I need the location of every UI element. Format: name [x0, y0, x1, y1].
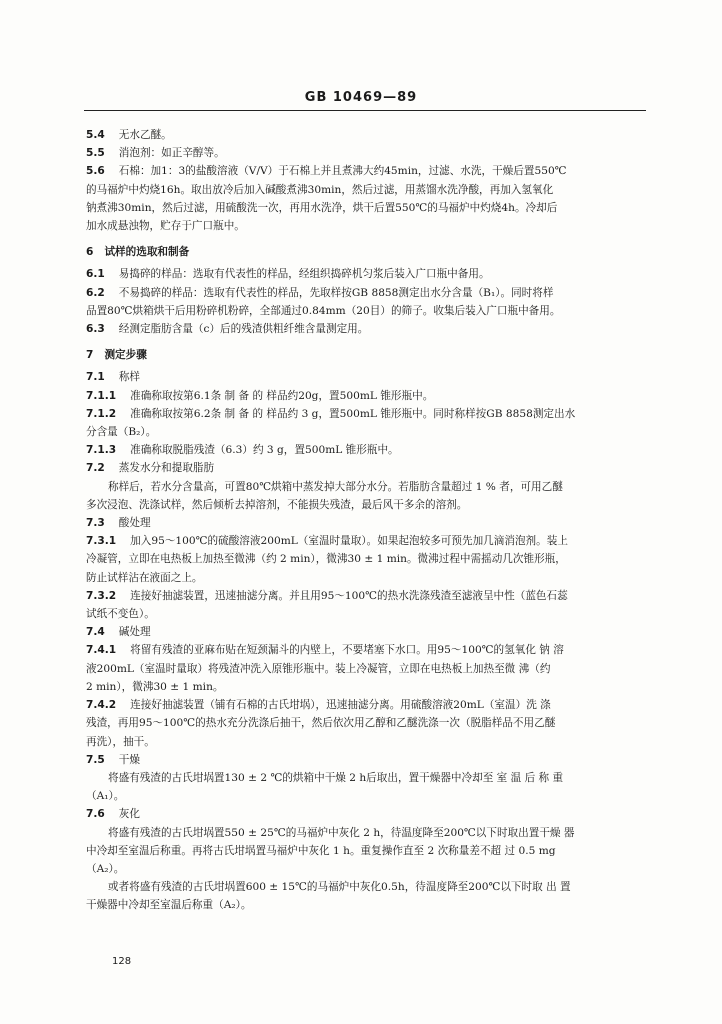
paragraph-line: [86, 320, 658, 338]
clause-text: 准确称取脱脂残渣（6.3）约 3 g，置500mL 锥形瓶中。: [130, 444, 399, 457]
clause-text: 或者将盛有残渣的古氏坩埚置600 ± 15℃的马福炉中灰化0.5h，待温度降至200℃以下时取 出 置: [108, 881, 571, 894]
paragraph-line: [86, 878, 658, 896]
clause-number: 7.4.2: [86, 699, 117, 712]
paragraph-line: [86, 550, 658, 568]
clause-number: 7.1: [86, 371, 105, 384]
paragraph-line: [86, 751, 658, 769]
clause-number: 7.1.2: [86, 407, 117, 420]
paragraph-line: [86, 678, 658, 696]
paragraph-line: [86, 144, 658, 162]
clause-text: 干燥器中冷却至室温后称重（A₂）。: [86, 899, 252, 912]
clause-text: 不易捣碎的样品：选取有代表性的样品，先取样按GB 8858测定出水分含量（B₁）。同时将样: [118, 286, 554, 299]
clause-text: 残渣，再用95～100℃的热水充分洗涤后抽干，然后依次用乙醇和乙醚洗涤一次（脱脂样品不用乙醚: [86, 717, 556, 730]
clause-number: 5.6: [86, 165, 105, 178]
clause-number: 5.5: [86, 147, 105, 160]
clause-text: 称样后，若水分含量高，可置80℃烘箱中蒸发掉大部分水分。若脂肪含量超过 1 % 者，可用乙醚: [108, 480, 563, 493]
clause-number: 7.1.1: [86, 389, 117, 402]
clause-text: 将留有残渣的亚麻布贴在短颈漏斗的内壁上，不要堵塞下水口。用95～100℃的氢氧化 钠 溶: [130, 644, 564, 657]
paragraph-line: [86, 199, 658, 217]
section-number: 6: [86, 246, 94, 259]
paragraph-line: [86, 387, 658, 405]
clause-text: 冷凝管，立即在电热板上加热至微沸（约 2 min），微沸30 ± 1 min。微沸过程中需摇动几次锥形瓶，: [86, 553, 566, 566]
clause-number: 7.5: [86, 753, 105, 766]
paragraph-line: [86, 860, 658, 878]
paragraph-line: [86, 405, 658, 423]
clause-text: （A₁）。: [86, 790, 125, 803]
paragraph-line: [86, 126, 658, 144]
section-6-items: [86, 265, 658, 338]
clause-text: （A₂）。: [86, 862, 125, 875]
paragraph-line: [86, 302, 658, 320]
paragraph-line: [86, 284, 658, 302]
clause-number: 7.3.2: [86, 589, 117, 602]
clause-number: 7.2: [86, 462, 105, 475]
clause-text: 石棉：加1：3的盐酸溶液（V/V）于石棉上并且煮沸大约45min，过滤、水洗，干燥后置550℃: [118, 165, 567, 178]
section-number: 7: [86, 349, 94, 362]
paragraph-line: [86, 769, 658, 787]
clause-number: 6.1: [86, 268, 105, 281]
clause-text: 液200mL（室温时量取）将残渣冲洗入原锥形瓶中。装上冷凝管，立即在电热板上加热至微 沸（约: [86, 662, 551, 675]
paragraph-line: [86, 696, 658, 714]
clause-text: 连接好抽滤装置（铺有石棉的古氏坩埚），迅速抽滤分离。用硫酸溶液20mL（室温）洗 涤: [130, 699, 551, 712]
section-title: 测定步骤: [104, 349, 147, 362]
clause-number: 7.3.1: [86, 535, 117, 548]
clause-text: 连接好抽滤装置，迅速抽滤分离。并且用95～100℃的热水洗涤残渣至滤液呈中性（蓝色石蕊: [130, 589, 568, 602]
section-5-items: [86, 126, 658, 235]
clause-number: 7.6: [86, 808, 105, 821]
clause-text: 酸处理: [118, 517, 151, 530]
clause-text: 试纸不变色）。: [86, 608, 155, 621]
clause-text: 钠煮沸30min，然后过滤，用硫酸洗一次，再用水洗净，烘干后置550℃的马福炉中灼烧4h。冷却后: [86, 201, 558, 214]
clause-text: 干燥: [118, 753, 140, 766]
section-title: 试样的选取和制备: [104, 246, 190, 259]
section-7-items: [86, 368, 658, 914]
paragraph-line: [86, 217, 658, 235]
section-7-heading: [86, 346, 658, 364]
page-number: 128: [112, 956, 132, 967]
clause-text: 的马福炉中灼烧16h。取出放冷后加入碱酸煮沸30min，然后过滤，用蒸馏水洗净酸，再加入氢氧化: [86, 183, 554, 196]
clause-number: 6.2: [86, 286, 105, 299]
paragraph-line: [86, 587, 658, 605]
paragraph-line: [86, 162, 658, 180]
clause-number: 7.1.3: [86, 444, 117, 457]
clause-text: 消泡剂：如正辛醇等。: [118, 147, 225, 160]
clause-text: 分含量（B₂）。: [86, 426, 157, 439]
clause-text: 品置80℃烘箱烘干后用粉碎机粉碎，全部通过0.84mm（20目）的筛子。收集后装入广口瓶中备用。: [86, 304, 561, 317]
clause-text: 灰化: [118, 808, 140, 821]
paragraph-line: [86, 660, 658, 678]
standard-number-header: GB 10469—89: [304, 90, 418, 105]
paragraph-line: [86, 423, 658, 441]
paragraph-line: [86, 787, 658, 805]
paragraph-line: [86, 733, 658, 751]
clause-number: 7.4: [86, 626, 105, 639]
paragraph-line: [86, 569, 658, 587]
clause-text: 易捣碎的样品：选取有代表性的样品，经组织捣碎机匀浆后装入广口瓶中备用。: [118, 268, 490, 281]
paragraph-line: [86, 532, 658, 550]
clause-text: 准确称取按第6.2条 制 备 的 样品约 3 g，置500mL 锥形瓶中。同时称样按GB 8858测定出水: [130, 407, 576, 420]
clause-number: 7.3: [86, 517, 105, 530]
clause-number: 5.4: [86, 129, 105, 141]
clause-text: 将盛有残渣的古氏坩埚置550 ± 25℃的马福炉中灰化 2 h，待温度降至200℃以下时取出置干燥 器: [108, 826, 575, 839]
clause-text: 防止试样沾在液面之上。: [86, 571, 203, 584]
clause-text: 2 min），微沸30 ± 1 min。: [86, 680, 224, 693]
section-6-heading: [86, 243, 658, 261]
paragraph-line: [86, 842, 658, 860]
clause-number: 7.4.1: [86, 644, 117, 657]
paragraph-line: [86, 714, 658, 732]
paragraph-line: [86, 368, 658, 386]
header-rule: [84, 110, 646, 111]
paragraph-line: [86, 824, 658, 842]
paragraph-line: [86, 478, 658, 496]
paragraph-line: [86, 623, 658, 641]
clause-text: 中冷却至室温后称重。再将古氏坩埚置马福炉中灰化 1 h。重复操作直至 2 次称量差不超 过 0.5 mg: [86, 844, 556, 857]
clause-number: 6.3: [86, 323, 105, 336]
clause-text: 称样: [118, 371, 140, 384]
paragraph-line: [86, 896, 658, 914]
paragraph-line: [86, 181, 658, 199]
clause-text: 蒸发水分和提取脂肪: [118, 462, 215, 475]
clause-text: 准确称取按第6.1条 制 备 的 样品约20g，置500mL 锥形瓶中。: [130, 389, 434, 402]
clause-text: 多次浸泡、洗涤试样，然后倾析去掉溶剂，不能损失残渣，最后风干多余的溶剂。: [86, 498, 468, 511]
paragraph-line: [86, 805, 658, 823]
clause-text: 加水成悬浊物，贮存于广口瓶中。: [86, 220, 245, 233]
paragraph-line: [86, 641, 658, 659]
paragraph-line: [86, 605, 658, 623]
paragraph-line: [86, 265, 658, 283]
paragraph-line: [86, 514, 658, 532]
clause-text: 再洗），抽干。: [86, 735, 155, 748]
clause-text: 经测定脂肪含量（c）后的残渣供粗纤维含量测定用。: [118, 323, 369, 336]
clause-text: 加入95～100℃的硫酸溶液200mL（室温时量取）。如果起泡较多可预先加几滴消泡剂。装上: [130, 535, 568, 548]
paragraph-line: [86, 496, 658, 514]
paragraph-line: [86, 441, 658, 459]
clause-text: 无水乙醚。: [118, 129, 172, 141]
document-body: [86, 126, 658, 915]
clause-text: 将盛有残渣的古氏坩埚置130 ± 2 ℃的烘箱中干燥 2 h后取出，置干燥器中冷却至 室 温 后 称 重: [108, 771, 564, 784]
clause-text: 碱处理: [118, 626, 151, 639]
paragraph-line: [86, 459, 658, 477]
